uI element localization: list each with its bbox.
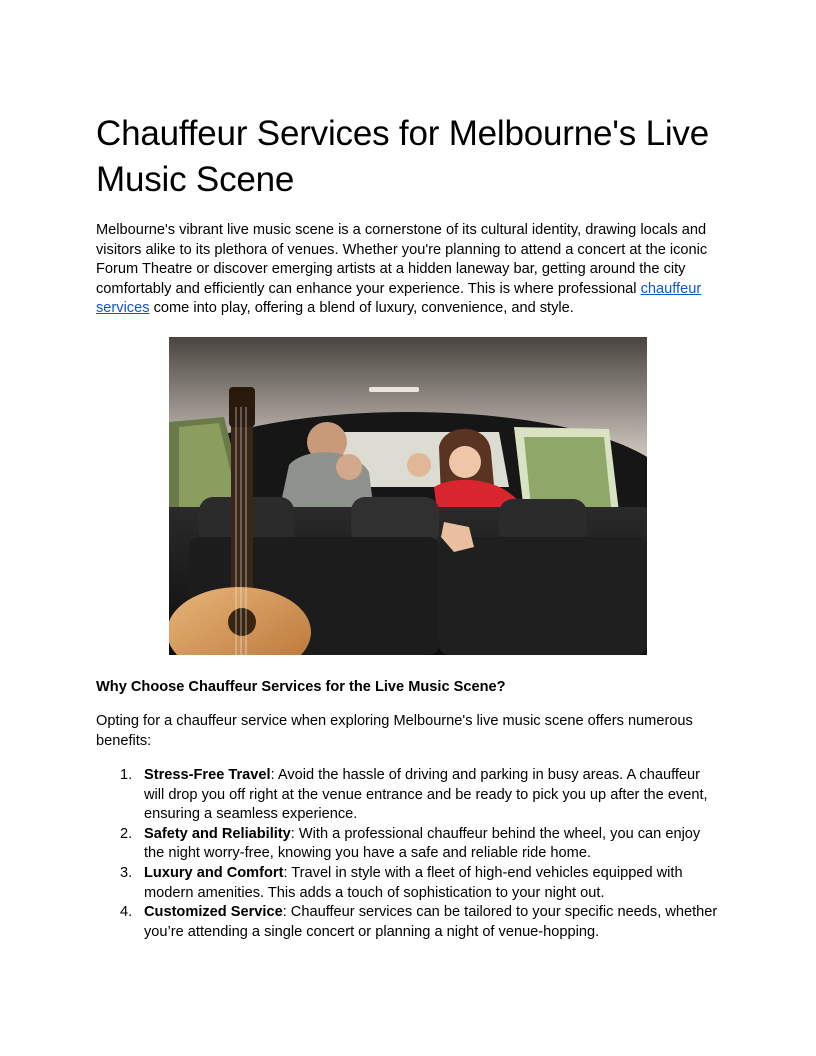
benefit-text: : With a professional chauffeur behind the wheel, you can enjoy the night worry-free, knowing you have a safe and reliable ride home. xyxy=(144,825,701,862)
list-number: 1. xyxy=(120,767,133,783)
section-heading: Why Choose Chauffeur Services for the Live Music Scene? xyxy=(96,679,506,695)
benefit-text: : Chauffeur services can be tailored to your specific needs, whether you’re attending a single concert or planning a night of venue-hopping. xyxy=(144,904,718,940)
list-number: 4. xyxy=(120,904,133,921)
intro-text-end: come into play, offering a blend of luxury, convenience, and style. xyxy=(149,300,574,317)
chauffeur-services-link[interactable]: chauffeur services xyxy=(96,280,702,317)
friends-in-car-photo xyxy=(169,337,647,655)
benefit-text: : Avoid the hassle of driving and parking in busy areas. A chauffeur will drop you off right at the venue entrance and be ready to pick you up after the event, ensuring a seamless experience. xyxy=(144,767,708,823)
benefits-list xyxy=(96,766,724,942)
intro-paragraph xyxy=(96,221,720,319)
list-number: 2. xyxy=(120,825,133,842)
benefit-title: Customized Service xyxy=(144,904,283,921)
list-item xyxy=(96,864,724,903)
page-title: Chauffeur Services for Melbourne's Live Music Scene xyxy=(96,114,709,199)
list-item xyxy=(96,825,724,864)
list-item xyxy=(96,766,724,825)
list-number: 3. xyxy=(120,864,133,881)
benefit-title: Safety and Reliability xyxy=(144,825,291,842)
benefit-title: Luxury and Comfort xyxy=(144,864,284,881)
intro-text-start: Melbourne's vibrant live music scene is a cornerstone of its cultural identity, drawing locals and visitors alike to its plethora of venues. Whether you're planning to attend a concert at the iconic Forum Theatre or discover emerging artists at a hidden laneway bar, getting around the city comfortably and efficiently can enhance your experience. This is where professional xyxy=(96,222,708,297)
benefit-text: : Travel in style with a fleet of high-end vehicles equipped with modern amenities. This adds a touch of sophistication to your night out. xyxy=(144,864,683,901)
list-item xyxy=(96,903,724,942)
section-intro-paragraph: Opting for a chauffeur service when exploring Melbourne's live music scene offers numerous benefits: xyxy=(96,713,693,749)
benefit-title: Stress-Free Travel xyxy=(144,767,271,783)
